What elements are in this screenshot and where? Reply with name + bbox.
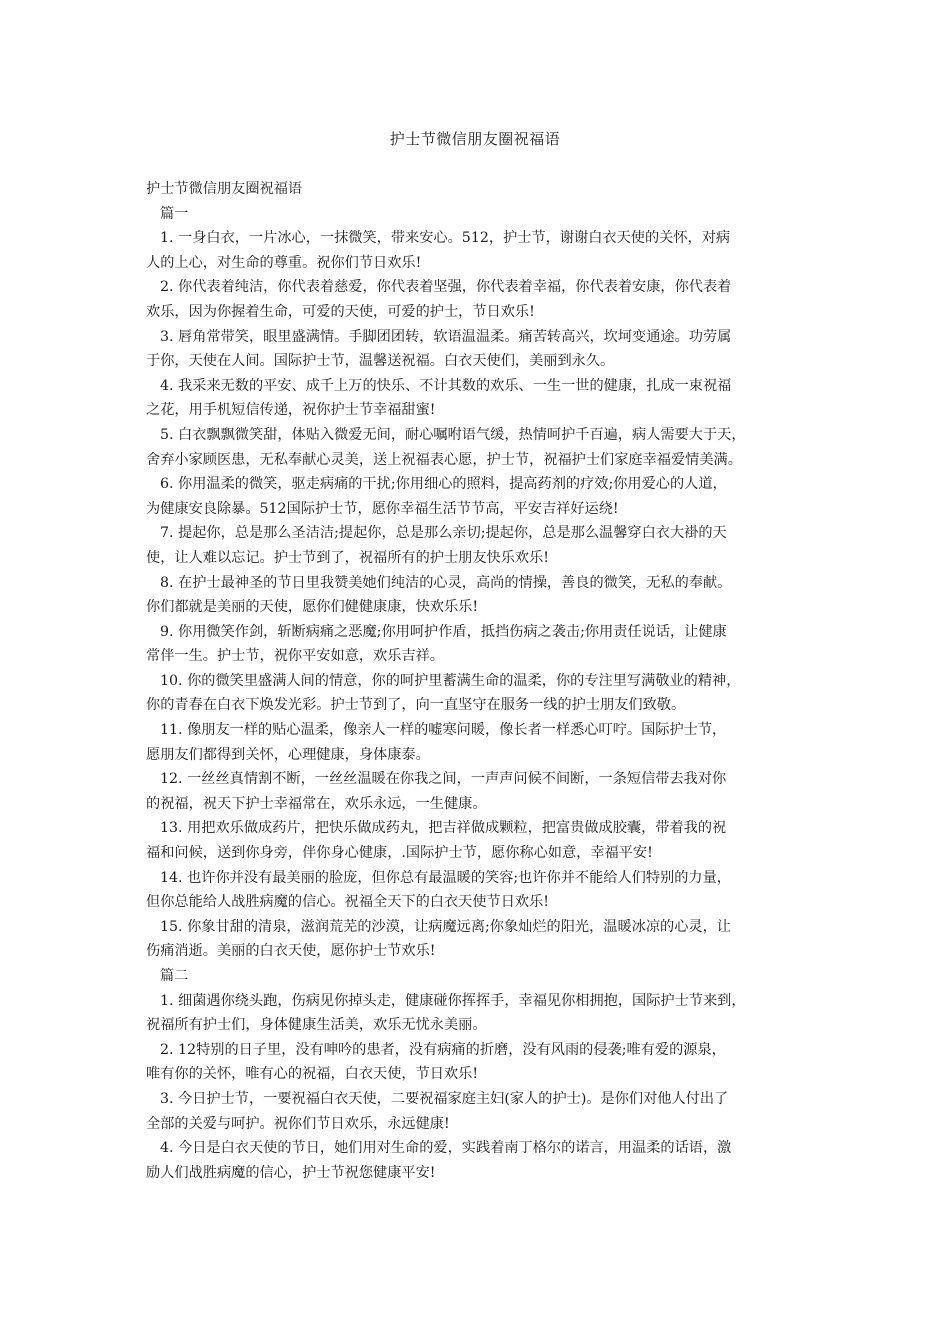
list-item [146,521,812,570]
list-item [146,472,812,521]
list-item [146,226,812,275]
list-item [146,669,812,718]
list-item-line: 伤痛消逝。美丽的白衣天使，愿你护士节欢乐! [146,943,436,960]
list-item-line: 6. 你用温柔的微笑，驱走病痛的干扰;你用细心的照料，提高药剂的疗效;你用爱心的人道， [160,476,727,493]
list-item [146,423,812,472]
list-item-line: 祝福所有护士们，身体健康生活美，欢乐无忧永美丽。 [146,1017,487,1034]
list-item-line: 于你，天使在人间。国际护士节，温馨送祝福。白衣天使们，美丽到永久。 [146,353,615,370]
list-item-line: 舍弃小家顾医患，无私奉献心灵美，送上祝福表心愿，护士节，祝福护士们家庭幸福爱情美满。 [146,451,742,468]
list-item-line: 你们都就是美丽的天使，愿你们健健康康，快欢乐乐! [146,599,479,616]
list-item-line: 5. 白衣飘飘微笑甜，体贴入微爱无间，耐心嘱咐语气缓，热情呵护千百遍，病人需要大于天， [160,426,746,443]
list-item-line: 3. 今日护士节，一要祝福白衣天使，二要祝福家庭主妇(家人的护士)。是你们对他人付出了 [160,1090,729,1107]
list-item-line: 1. 一身白衣，一片冰心，一抹微笑，带来安心。512，护士节，谢谢白衣天使的关怀，对病 [160,230,731,247]
document-body [146,177,812,1185]
list-item-line: 欢乐，因为你握着生命，可爱的天使，可爱的护士，节日欢乐! [146,303,535,320]
list-item [146,325,812,374]
list-item-line: 但你总能给人战胜病魔的信心。祝福全天下的白衣天使节日欢乐! [146,894,549,911]
list-item-line: 1. 细菌遇你绕头跑，伤病见你掉头走，健康碰你挥挥手，幸福见你相拥抱，国际护士节来到， [160,992,746,1009]
list-item [146,767,812,816]
list-item-line: 14. 也许你并没有最美丽的脸庞，但你总有最温暖的笑容;也许你并不能给人们特别的力量， [160,869,731,886]
list-item-line: 2. 你代表着纯洁，你代表着慈爱，你代表着坚强，你代表着幸福，你代表着安康，你代表着 [160,279,732,296]
list-item-line: 使，让人难以忘记。护士节到了，祝福所有的护士朋友快乐欢乐! [146,549,549,566]
list-item-line: 9. 你用微笑作剑，斩断病痛之恶魔;你用呵护作盾，抵挡伤病之袭击;你用责任说话，让健康 [160,623,727,640]
section-heading: 篇二 [160,968,189,984]
list-item-line: 12. 一丝丝真情割不断，一丝丝温暖在你我之间，一声声问候不间断，一条短信带去我对你 [160,771,727,788]
list-item [146,571,812,620]
list-item [146,620,812,669]
section-heading: 篇一 [160,205,189,222]
list-item-line: 人的上心，对生命的尊重。祝你们节日欢乐! [146,254,422,271]
list-item [146,1038,812,1087]
list-item [146,989,812,1038]
list-item-line: 你的青春在白衣下焕发光彩。护士节到了，向一直坚守在服务一线的护士朋友们致敬。 [146,697,686,714]
list-item-line: 常伴一生。护士节，祝你平安如意，欢乐吉祥。 [146,648,444,665]
list-item-line: 之花，用手机短信传递，祝你护士节幸福甜蜜! [146,402,436,419]
list-item-line: 愿朋友们都得到关怀，心理健康，身体康泰。 [146,746,430,763]
list-item-line: 8. 在护士最神圣的节日里我赞美她们纯洁的心灵，高尚的情操，善良的微笑，无私的奉献。 [160,574,732,591]
list-item [146,1136,812,1185]
list-item-line: 2. 12特别的日子里，没有呻吟的患者，没有病痛的折磨，没有风雨的侵袭;唯有爱的源泉， [160,1041,726,1058]
list-item-line: 福和问候，送到你身旁，伴你身心健康，.国际护士节，愿你称心如意，幸福平安! [146,845,653,862]
list-item-line: 4. 我采来无数的平安、成千上万的快乐、不计其数的欢乐、一生一世的健康，扎成一束祝福 [160,377,732,394]
list-item [146,718,812,767]
list-item [146,866,812,915]
list-item [146,1087,812,1136]
list-item-line: 全部的关爱与呵护。祝你们节日欢乐，永远健康! [146,1115,450,1132]
list-item-line: 11. 像朋友一样的贴心温柔，像亲人一样的嘘寒问暖，像长者一样悉心叮咛。国际护士节， [160,722,727,739]
list-item-line: 15. 你象甘甜的清泉，滋润荒芜的沙漠，让病魔远离;你象灿烂的阳光，温暖冰凉的心灵，让 [160,918,731,935]
list-item-line: 3. 唇角常带笑，眼里盛满情。手脚团团转，软语温温柔。痛苦转高兴，坎坷变通途。功劳属 [160,328,732,345]
list-item [146,816,812,865]
list-item-line: 的祝福，祝天下护士幸福常在，欢乐永远，一生健康。 [146,795,487,812]
document-title: 护士节微信朋友圈祝福语 [389,130,561,148]
list-item-line: 励人们战胜病魔的信心，护士节祝您健康平安! [146,1164,436,1181]
document-subtitle: 护士节微信朋友圈祝福语 [146,181,303,197]
list-item-line: 7. 提起你，总是那么圣洁洁;提起你，总是那么亲切;提起你，总是那么温馨穿白衣大褂的天 [160,525,727,542]
list-item-line: 10. 你的微笑里盛满人间的情意，你的呵护里蓄满生命的温柔，你的专注里写满敬业的精神， [160,672,741,689]
list-item-line: 为健康安良除暴。512国际护士节，愿你幸福生活节节高，平安吉祥好运绕! [146,500,619,517]
list-item [146,915,812,964]
list-item [146,275,812,324]
list-item-line: 唯有你的关怀，唯有心的祝福，白衣天使，节日欢乐! [146,1066,479,1083]
list-item-line: 13. 用把欢乐做成药片，把快乐做成药丸，把吉祥做成颗粒，把富贵做成胶囊，带着我的祝 [160,820,727,837]
list-item-line: 4. 今日是白衣天使的节日，她们用对生命的爱，实践着南丁格尔的诺言，用温柔的话语，激 [160,1140,732,1157]
list-item [146,374,812,423]
sections-container [146,202,812,1186]
